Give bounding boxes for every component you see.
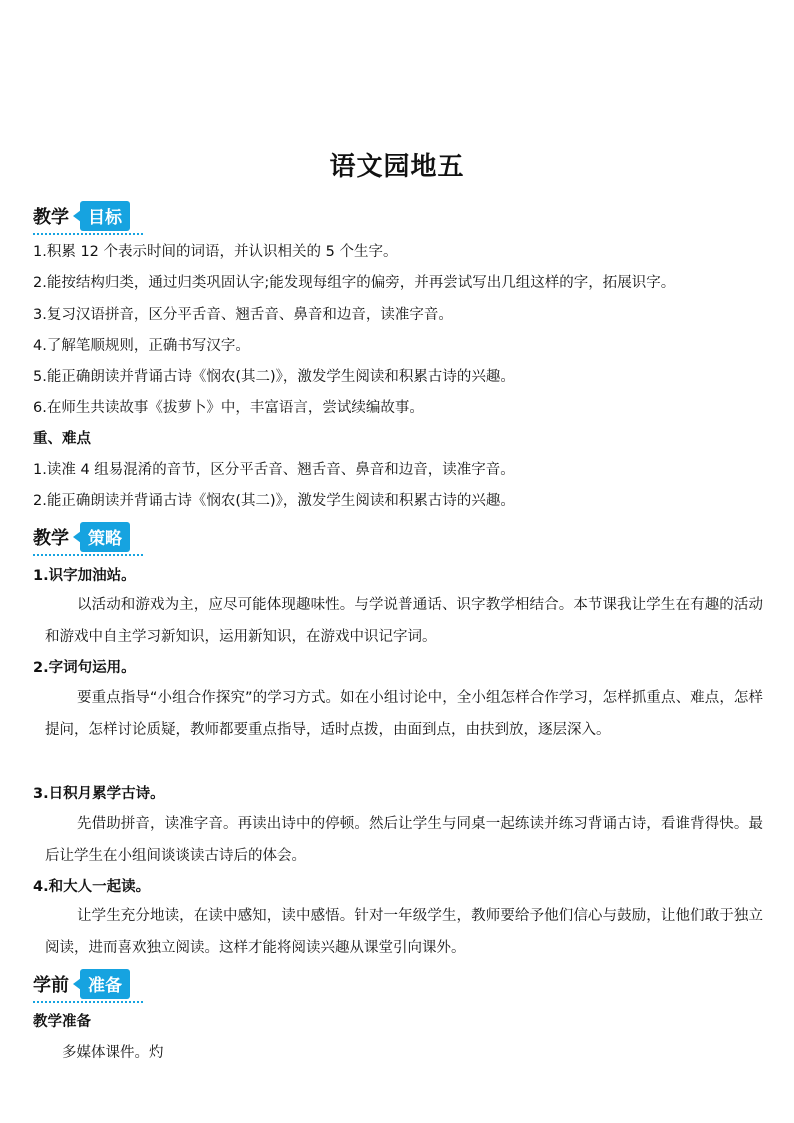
prep-heading: 教学准备 — [33, 1014, 91, 1030]
section-label: 学前 — [33, 975, 69, 996]
section-tag-text: 目标 — [80, 201, 130, 231]
strategy-heading: 4.和大人一起读。 — [33, 879, 151, 895]
goal-item: 1.积累 12 个表示时间的词语，并认识相关的 5 个生字。 — [33, 244, 398, 260]
section-underline — [33, 1001, 143, 1003]
section-tag — [73, 201, 130, 231]
section-underline — [33, 554, 143, 556]
section-label: 教学 — [33, 528, 69, 549]
section-header-strategy — [33, 522, 130, 552]
goal-item: 6.在师生共读故事《拔萝卜》中，丰富语言，尝试续编故事。 — [33, 400, 424, 416]
section-label: 教学 — [33, 207, 69, 228]
section-underline — [33, 233, 143, 235]
key-points-heading: 重、难点 — [33, 431, 91, 447]
strategy-heading: 3.日积月累学古诗。 — [33, 786, 165, 802]
goal-item: 2.能按结构归类，通过归类巩固认字;能发现每组字的偏旁，并再尝试写出几组这样的字，拓展识字。 — [33, 275, 676, 291]
key-point-item: 2.能正确朗读并背诵古诗《悯农(其二)》，激发学生阅读和积累古诗的兴趣。 — [33, 493, 515, 509]
strategy-body: 以活动和游戏为主，应尽可能体现趣味性。与学说普通话、识字教学相结合。本节课我让学生在有趣的活动和游戏中自主学习新知识，运用新知识，在游戏中识记字词。 — [45, 597, 763, 645]
section-tag-text: 准备 — [80, 969, 130, 999]
prep-body: 多媒体课件。灼 — [62, 1045, 164, 1061]
page-title: 语文园地五 — [329, 152, 465, 182]
key-point-item: 1.读准 4 组易混淆的音节，区分平舌音、翘舌音、鼻音和边音，读准字音。 — [33, 462, 515, 478]
section-tag — [73, 969, 130, 999]
goal-item: 5.能正确朗读并背诵古诗《悯农(其二)》，激发学生阅读和积累古诗的兴趣。 — [33, 369, 515, 385]
strategy-body: 要重点指导“小组合作探究”的学习方式。如在小组讨论中，全小组怎样合作学习，怎样抓重点、难点，怎样提问，怎样讨论质疑，教师都要重点指导，适时点拨，由面到点，由扶到放，逐层深入。 — [45, 690, 763, 738]
goal-item: 4.了解笔顺规则，正确书写汉字。 — [33, 338, 250, 354]
goal-item: 3.复习汉语拼音，区分平舌音、翘舌音、鼻音和边音，读准字音。 — [33, 307, 453, 323]
strategy-heading: 1.识字加油站。 — [33, 568, 136, 584]
section-tag — [73, 522, 130, 552]
section-header-prep — [33, 969, 130, 999]
strategy-body: 先借助拼音，读准字音。再读出诗中的停顿。然后让学生与同桌一起练读并练习背诵古诗，看谁背得快。最后让学生在小组间谈谈读古诗后的体会。 — [45, 816, 763, 864]
strategy-body: 让学生充分地读，在读中感知，读中感悟。针对一年级学生，教师要给予他们信心与鼓励，让他们敢于独立阅读，进而喜欢独立阅读。这样才能将阅读兴趣从课堂引向课外。 — [45, 908, 763, 956]
section-header-goals — [33, 201, 130, 231]
section-tag-text: 策略 — [80, 522, 130, 552]
strategy-heading: 2.字词句运用。 — [33, 660, 136, 676]
